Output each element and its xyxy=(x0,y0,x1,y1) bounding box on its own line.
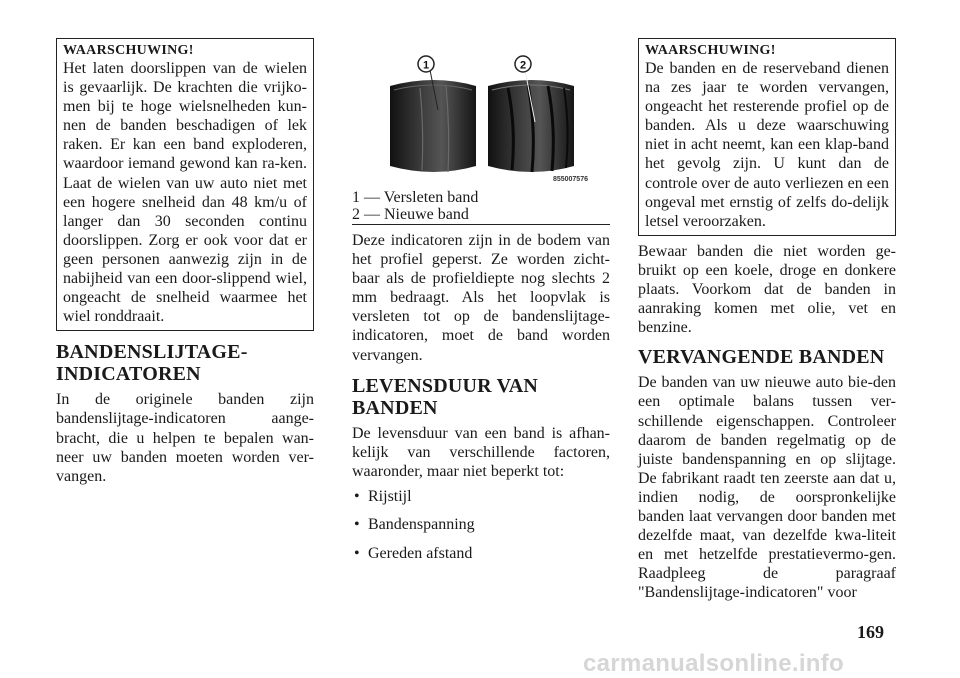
heading-line: BANDENSLIJTAGE- xyxy=(56,341,248,364)
page-number: 169 xyxy=(857,622,884,642)
column-left xyxy=(56,38,314,486)
worn-tire-icon xyxy=(390,70,476,172)
paragraph-tire-life: De levensduur van een band is afhan-kelijk van verschillende factoren, waaronder, maar niet beperkt tot: xyxy=(352,424,610,480)
watermark: carmanualsonline.info xyxy=(583,650,845,677)
heading-line: LEVENSDUUR VAN xyxy=(352,374,538,397)
list-item: • Gereden afstand xyxy=(354,544,473,562)
paragraph-storage: Bewaar banden die niet worden ge-bruikt op een koele, droge en donkere plaats. Voorkom dat de banden in aanraking komen met olie, vet en benzine. xyxy=(638,242,896,337)
tire-illustration xyxy=(352,38,610,190)
figure-legend xyxy=(352,190,610,225)
list-item: • Bandenspanning xyxy=(354,516,475,534)
paragraph-indicators-detail: Deze indicatoren zijn in de bodem van het profiel geperst. Ze worden zicht-baar als de profieldiepte nog slechts 2 mm bedraagt. Als het loopvlak is versleten tot op de bandenslijtage-indicatoren, moet de band worden vervangen. xyxy=(352,232,610,364)
bullet-icon: • xyxy=(354,516,360,534)
list-item: • Rijstijl xyxy=(354,487,412,505)
warning-box-wheel-spin xyxy=(56,38,314,331)
new-tire-icon xyxy=(488,70,574,172)
callout-1-label: 1 xyxy=(422,59,430,72)
heading-line: BANDEN xyxy=(352,396,438,419)
heading-tread-wear-indicators xyxy=(56,341,314,385)
bullet-icon: • xyxy=(354,544,360,562)
figure-code: 855007576 xyxy=(552,176,588,183)
legend-item-new: 2 — Nieuwe band xyxy=(352,205,469,223)
factor-list xyxy=(352,487,610,563)
paragraph-indicators-intro: In de originele banden zijn bandenslijtage-indicatoren aange-bracht, die u helpen te bepalen wan-neer uw banden moeten worden ver-vangen. xyxy=(56,391,314,485)
paragraph-replacement: De banden van uw nieuwe auto bie-den een optimale balans tussen ver-schillende eigenschappen. Controleer daarom de banden regelmatig op de juiste bandenspanning en op slijtage. De fabrikant raadt ten zeerste aan dat u, indien nodig, de oorspronkelijke banden laat vervangen door banden met dezelfde maat, van dezelfde kwa-liteit en met hetzelfde prestatievermo-gen. Raadpleeg de paragraaf "Bandenslijtage-indicatoren" voor xyxy=(638,374,896,602)
warning-title: WAARSCHUWING! xyxy=(63,43,194,58)
callout-2-label: 2 xyxy=(519,59,527,72)
warning-title: WAARSCHUWING! xyxy=(645,43,776,58)
bullet-icon: • xyxy=(354,487,360,505)
heading-line: INDICATOREN xyxy=(56,363,201,386)
warning-box-tire-age xyxy=(638,38,896,236)
warning-text: De banden en de reserveband dienen na zes jaar te worden vervangen, ongeacht het resterende profiel op de banden. Als u deze waarschuwing niet in acht neemt, kan een klap-band het gevolg zijn. U kunt dan de controle over de auto verliezen en een ongeval met ernstig of zelfs do-delijk letsel veroorzaken. xyxy=(645,60,889,230)
tire-wear-figure xyxy=(352,38,610,190)
warning-text: Het laten doorslippen van de wielen is gevaarlijk. De krachten die vrijko-men bij te hoge wielsnelheden kun-nen de banden beschadigen of lek raken. Er kan een band exploderen, waardoor iemand gewond kan ra-ken. Laat de wielen van uw auto niet met een hogere snelheid dan 48 km/u of langer dan 30 seconden continu doorslippen. Zorg er ook voor dat er geen personen aanwezig zijn in de nabijheid van een door-slippend wiel, ongeacht de snelheid waarmee het wiel ronddraait. xyxy=(63,60,307,326)
heading-replacement-tires: VERVANGENDE BANDEN xyxy=(638,346,885,369)
heading-tire-life xyxy=(352,375,610,419)
column-middle xyxy=(352,38,610,572)
legend-item-worn: 1 — Versleten band xyxy=(352,189,479,206)
column-right xyxy=(638,38,896,602)
